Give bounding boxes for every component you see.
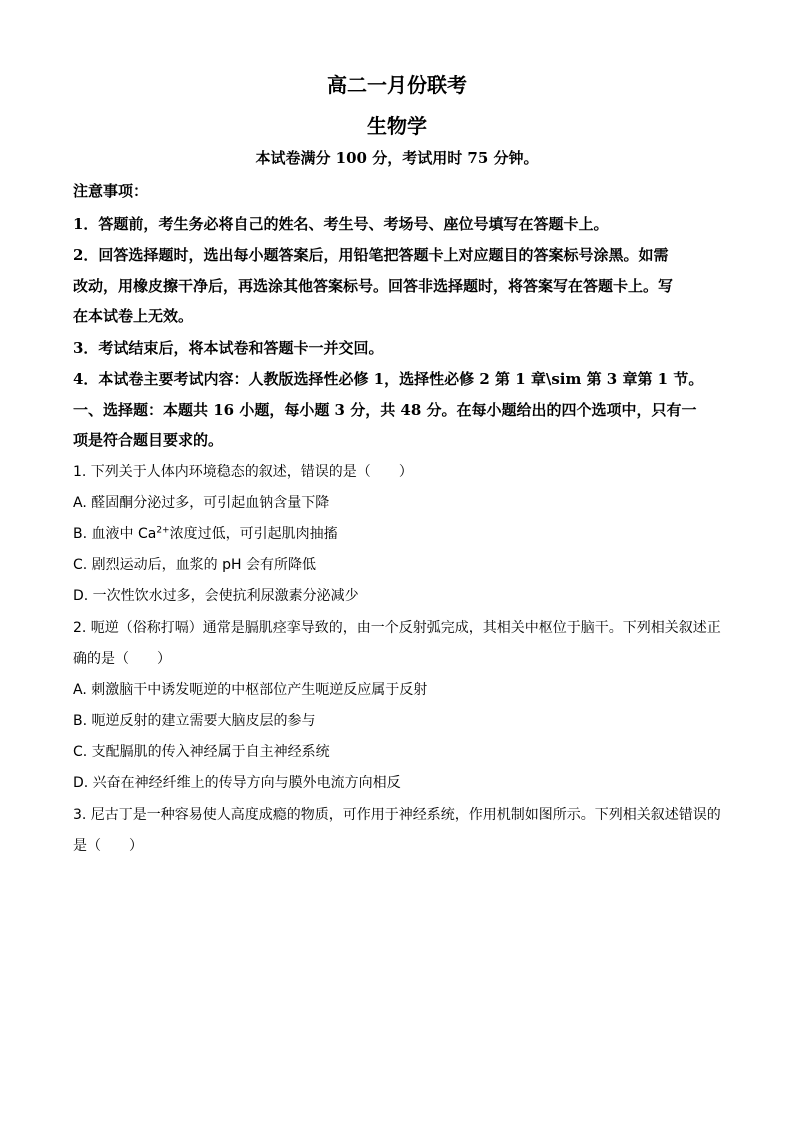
exam-info: 本试卷满分 100 分，考试用时 75 分钟。 bbox=[255, 149, 539, 167]
question-2-option-c: C. 支配膈肌的传入神经属于自主神经系统 bbox=[73, 744, 330, 760]
question-1-option-b-post: 浓度过低，可引起肌肉抽搐 bbox=[169, 526, 338, 542]
question-3-stem-line-2 bbox=[73, 836, 723, 856]
question-1-option-c: C. 剧烈运动后，血浆的 pH 会有所降低 bbox=[73, 557, 316, 573]
question-1-option-a: A. 醛固酮分泌过多，可引起血钠含量下降 bbox=[73, 495, 330, 511]
exam-title: 高二一月份联考 bbox=[327, 73, 467, 97]
question-1-option-d: D. 一次性饮水过多，会使抗利尿激素分泌减少 bbox=[73, 588, 359, 604]
question-1-option-b-pre: B. 血液中 Ca bbox=[73, 526, 157, 542]
question-1-stem bbox=[73, 462, 723, 482]
notice-item-4: 4．本试卷主要考试内容：人教版选择性必修 1，选择性必修 2 第 1 章\sim 第 3 章第 1 节。 bbox=[73, 370, 704, 388]
question-3-stem-close: ） bbox=[129, 838, 143, 854]
notice-item-1: 1．答题前，考生务必将自己的姓名、考生号、考场号、座位号填写在答题卡上。 bbox=[73, 215, 609, 233]
section-heading-line-2: 项是符合题目要求的。 bbox=[73, 431, 224, 449]
question-2-stem-line-1: 2. 呃逆（俗称打嗝）通常是膈肌痉挛导致的，由一个反射弧完成，其相关中枢位于脑干。下列相关叙述正 bbox=[73, 620, 721, 636]
notice-heading: 注意事项： bbox=[73, 182, 149, 200]
question-2-stem-close: ） bbox=[157, 651, 171, 667]
subject-title: 生物学 bbox=[367, 114, 427, 138]
question-1-option-b bbox=[73, 524, 723, 544]
question-2-option-d: D. 兴奋在神经纤维上的传导方向与膜外电流方向相反 bbox=[73, 775, 401, 791]
question-2-option-b: B. 呃逆反射的建立需要大脑皮层的参与 bbox=[73, 713, 316, 729]
question-1-option-b-superscript: 2+ bbox=[156, 525, 170, 536]
section-heading-line-1: 一、选择题：本题共 16 小题，每小题 3 分，共 48 分。在每小题给出的四个选项中，只有一 bbox=[73, 401, 697, 419]
question-2-stem-line-2 bbox=[73, 649, 723, 669]
question-3-stem-line-1: 3. 尼古丁是一种容易使人高度成瘾的物质，可作用于神经系统，作用机制如图所示。下列相关叙述错误的 bbox=[73, 807, 721, 823]
question-2-stem-text: 确的是（ bbox=[73, 651, 129, 667]
question-1-stem-text: 1. 下列关于人体内环境稳态的叙述，错误的是（ bbox=[73, 464, 371, 480]
question-2-option-a: A. 刺激脑干中诱发呃逆的中枢部位产生呃逆反应属于反射 bbox=[73, 682, 428, 698]
question-3-stem-text: 是（ bbox=[73, 838, 101, 854]
notice-item-3: 3．考试结束后，将本试卷和答题卡一并交回。 bbox=[73, 339, 384, 357]
question-1-stem-close: ） bbox=[398, 464, 413, 480]
notice-item-2-line-3: 在本试卷上无效。 bbox=[73, 307, 194, 325]
notice-item-2-line-1: 2．回答选择题时，选出每小题答案后，用铅笔把答题卡上对应题目的答案标号涂黑。如需 bbox=[73, 246, 669, 264]
notice-item-2-line-2: 改动，用橡皮擦干净后，再选涂其他答案标号。回答非选择题时，将答案写在答题卡上。写 bbox=[73, 277, 674, 295]
